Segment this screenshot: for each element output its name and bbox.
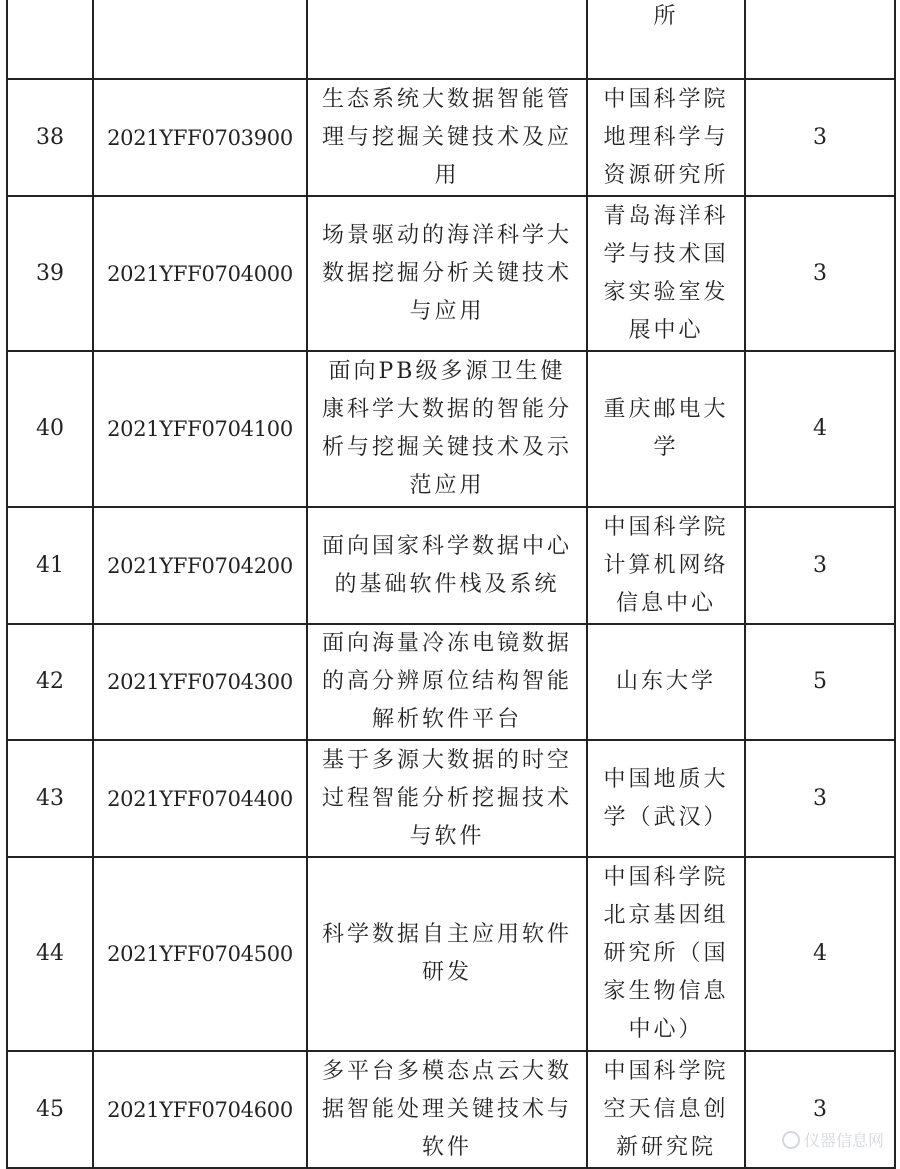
cell-name xyxy=(307,507,587,624)
watermark-logo-icon xyxy=(782,1131,800,1149)
cell-unit xyxy=(587,1051,745,1168)
cell-name-line: 面向国家科学数据中心 xyxy=(321,533,572,559)
cell-unit-line: 计算机网络 xyxy=(603,552,729,578)
cell-name xyxy=(307,624,587,740)
cell-code: 2021YFF0704400 xyxy=(93,740,307,857)
cell-unit-line: 地理科学与 xyxy=(603,124,729,150)
cell-count: 3 xyxy=(745,507,895,624)
cell-name-line: 场景驱动的海洋科学大 xyxy=(321,222,572,248)
cell-count: 3 xyxy=(745,740,895,857)
cell-name-line: 与软件 xyxy=(409,823,485,849)
table-row xyxy=(7,1051,895,1168)
cell-name-line: 解析软件平台 xyxy=(371,707,522,732)
cell-unit xyxy=(587,740,745,857)
cell-unit-line: 资源研究所 xyxy=(603,162,729,188)
cell-name-line: 据智能处理关键技术与 xyxy=(321,1096,572,1122)
cell-unit-line: 研究所（国 xyxy=(603,941,729,966)
cell-code xyxy=(93,0,307,79)
cell-name-line: 与应用 xyxy=(409,298,485,324)
cell-unit-line: 家实验室发 xyxy=(603,279,729,305)
cell-name-line: 理与挖掘关键技术及应 xyxy=(321,124,572,150)
cell-code: 2021YFF0704200 xyxy=(93,507,307,624)
cell-name-line: 面向海量冷冻电镜数据 xyxy=(321,631,572,656)
cell-num xyxy=(7,0,93,79)
cell-unit-line: 学与技术国 xyxy=(603,241,729,267)
cell-name-line: 的高分辨原位结构智能 xyxy=(321,669,572,694)
cell-name-line: 基于多源大数据的时空 xyxy=(321,747,572,773)
table-row xyxy=(7,507,895,624)
cell-code: 2021YFF0704000 xyxy=(93,196,307,351)
cell-num: 39 xyxy=(7,196,93,351)
cell-num: 45 xyxy=(7,1051,93,1168)
cell-name-line: 多平台多模态点云大数 xyxy=(321,1058,572,1084)
cell-unit-line: 学（武汉） xyxy=(603,804,729,830)
cell-count: 3 xyxy=(745,1051,895,1168)
cell-count: 3 xyxy=(745,196,895,351)
watermark-text: 仪器信息网 xyxy=(803,1131,884,1150)
cell-unit-line: 学 xyxy=(653,435,679,460)
table-row xyxy=(7,351,895,507)
cell-count xyxy=(745,0,895,79)
cell-unit-line: 中国科学院 xyxy=(603,86,729,112)
cell-unit-line: 信息中心 xyxy=(615,590,716,616)
cell-unit-line: 空天信息创 xyxy=(603,1096,729,1122)
cell-unit-line: 中心） xyxy=(628,1017,704,1042)
cell-unit xyxy=(587,507,745,624)
cell-unit-line: 中国地质大 xyxy=(603,766,729,792)
cell-name-line: 析与挖掘关键技术及示 xyxy=(321,435,572,460)
cell-code: 2021YFF0704300 xyxy=(93,624,307,740)
cell-unit-line: 青岛海洋科 xyxy=(603,203,729,229)
cell-name-line: 过程智能分析挖掘技术 xyxy=(321,785,572,811)
cell-code: 2021YFF0704100 xyxy=(93,351,307,507)
table-row xyxy=(7,740,895,857)
cell-unit xyxy=(587,79,745,196)
cell-unit-line: 新研究院 xyxy=(615,1134,716,1160)
cell-unit-line: 山东大学 xyxy=(615,669,716,694)
cell-num: 40 xyxy=(7,351,93,507)
cell-name-line: 面向PB级多源卫生健 xyxy=(328,359,566,384)
cell-num: 41 xyxy=(7,507,93,624)
cell-name-line: 康科学大数据的智能分 xyxy=(321,397,572,422)
cell-name xyxy=(307,0,587,79)
cell-count: 4 xyxy=(745,857,895,1051)
cell-unit xyxy=(587,857,745,1051)
cell-code: 2021YFF0703900 xyxy=(93,79,307,196)
cell-unit-line: 展中心 xyxy=(628,317,704,343)
cell-name xyxy=(307,351,587,507)
cell-name-line: 生态系统大数据智能管 xyxy=(321,86,572,112)
cell-name-line: 软件 xyxy=(421,1134,472,1160)
cell-unit-line: 中国科学院 xyxy=(603,865,729,890)
cell-unit xyxy=(587,0,745,79)
cell-unit xyxy=(587,624,745,740)
cell-num: 42 xyxy=(7,624,93,740)
cell-num: 44 xyxy=(7,857,93,1051)
table-row xyxy=(7,857,895,1051)
cell-name-line: 用 xyxy=(434,162,460,188)
cell-name xyxy=(307,1051,587,1168)
cell-name xyxy=(307,79,587,196)
table-row-partial xyxy=(7,0,895,79)
cell-name-line: 数据挖掘分析关键技术 xyxy=(321,260,572,286)
cell-unit xyxy=(587,351,745,507)
cell-name xyxy=(307,196,587,351)
table-row xyxy=(7,79,895,196)
cell-count: 4 xyxy=(745,351,895,507)
cell-count: 5 xyxy=(745,624,895,740)
cell-num: 38 xyxy=(7,79,93,196)
project-table xyxy=(6,0,896,1169)
cell-name xyxy=(307,857,587,1051)
cell-unit-line: 重庆邮电大 xyxy=(603,397,729,422)
cell-name-line: 的基础软件栈及系统 xyxy=(334,571,560,597)
cell-code: 2021YFF0704500 xyxy=(93,857,307,1051)
cell-unit-line: 中国科学院 xyxy=(603,514,729,540)
table-row xyxy=(7,196,895,351)
cell-name-line: 科学数据自主应用软件 xyxy=(321,922,572,947)
cell-code: 2021YFF0704600 xyxy=(93,1051,307,1168)
cell-name-line: 研发 xyxy=(421,960,472,985)
cell-unit-line: 所 xyxy=(653,4,679,29)
cell-name xyxy=(307,740,587,857)
cell-unit-line: 北京基因组 xyxy=(603,903,729,928)
watermark xyxy=(782,1128,884,1151)
table-row xyxy=(7,624,895,740)
cell-name-line: 范应用 xyxy=(409,473,485,498)
cell-unit xyxy=(587,196,745,351)
cell-num: 43 xyxy=(7,740,93,857)
cell-unit-line: 中国科学院 xyxy=(603,1058,729,1084)
cell-unit-line: 家生物信息 xyxy=(603,979,729,1004)
table-body xyxy=(7,0,895,1168)
cell-count: 3 xyxy=(745,79,895,196)
